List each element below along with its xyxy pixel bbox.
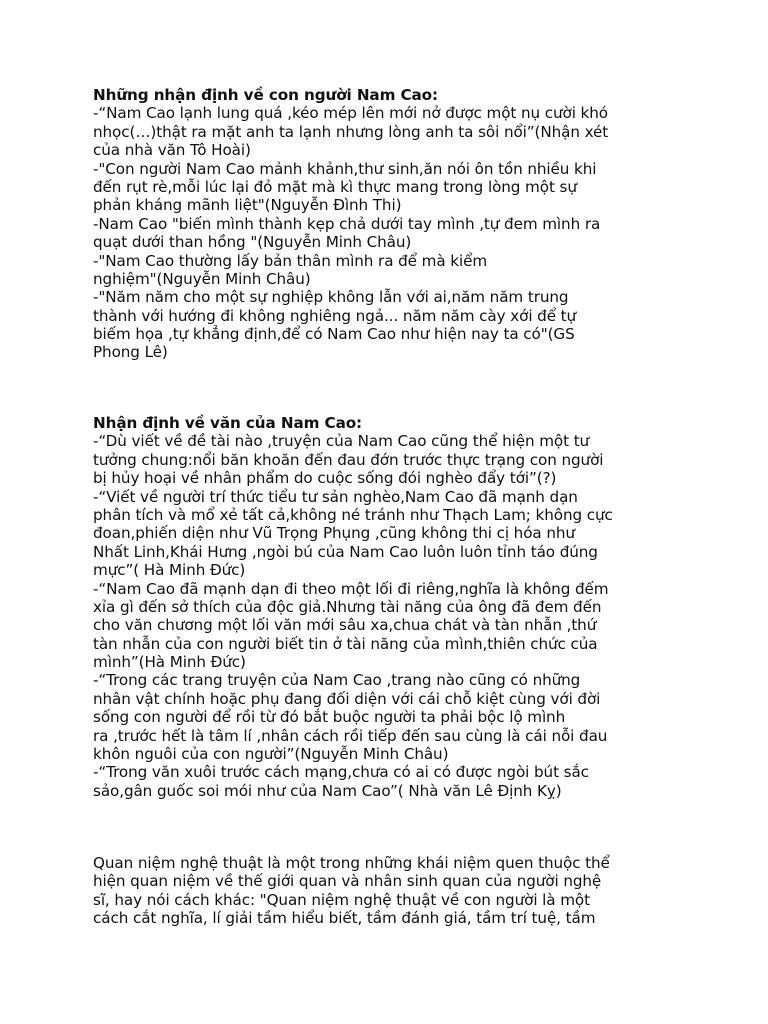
text-line: của nhà văn Tô Hoài) [93, 141, 251, 160]
text-line: nghiệm"(Nguyễn Minh Châu) [93, 269, 311, 288]
text-line: xỉa gì đến sở thích của độc giả.Nhưng tài năng của ông đã đem đến [93, 597, 602, 616]
text-line: ra ,trước hết là tâm lí ,nhân cách rồi tiếp đến sau cùng là cái nỗi đau [93, 726, 608, 745]
text-line: cho văn chương một lối văn mới sâu xa,chua chát và tàn nhẫn ,thứ [93, 616, 597, 635]
text-line: cách cắt nghĩa, lí giải tầm hiểu biết, tầm đánh giá, tầm trí tuệ, tầm [93, 909, 596, 928]
text-line: -“Nam Cao đã mạnh dạn đi theo một lối đi riêng,nghĩa là không đếm [93, 579, 609, 598]
text-line: -Nam Cao "biến mình thành kẹp chả dưới tay mình ,tự đem mình ra [93, 214, 601, 233]
text-line: -"Con người Nam Cao mảnh khảnh,thư sinh,ăn nói ôn tồn nhiều khi [93, 159, 597, 178]
text-line: bị hủy hoại về nhân phẩm do cuộc sống đói nghèo đẩy tới”(?) [93, 469, 557, 488]
text-line: -“Trong các trang truyện của Nam Cao ,trang nào cũng có những [93, 671, 581, 690]
text-line: tàn nhẫn của con người biết tin ở tài năng của mình,thiên chức của [93, 634, 598, 653]
text-line: hiện quan niệm về thế giới quan và nhân sinh quan của người nghệ [93, 872, 602, 891]
text-line: sảo,gân guốc soi mói như của Nam Cao”( Nhà văn Lê Định Kỵ) [93, 781, 562, 800]
text-line: tưởng chung:nổi băn khoăn đến đau đớn trước thực trạng con người [93, 450, 604, 469]
text-line: sĩ, hay nói cách khác: "Quan niệm nghệ thuật về con người là một [93, 890, 590, 909]
text-line: -“Dù viết về đề tài nào ,truyện của Nam Cao cũng thể hiện một tư [93, 432, 590, 451]
text-line: sống con người để rồi từ đó bắt buộc người ta phải bộc lộ mình [93, 708, 566, 727]
section-heading: Nhận định về văn của Nam Cao: [93, 414, 363, 432]
text-line: mình”(Hà Minh Đức) [93, 653, 246, 672]
text-line: phản kháng mãnh liệt"(Nguyễn Đình Thi) [93, 196, 402, 215]
text-line: Quan niệm nghệ thuật là một trong những khái niệm quen thuộc thể [93, 854, 610, 872]
text-line: đến rụt rè,mỗi lúc lại đỏ mặt mà kì thực mang trong lòng một sự [93, 177, 577, 196]
text-line: Nhất Linh,Khái Hưng ,ngòi bú của Nam Cao luôn luôn tỉnh táo đúng [93, 542, 598, 561]
text-line: -“Trong văn xuôi trước cách mạng,chưa có ai có được ngòi bút sắc [93, 763, 589, 782]
text-line: quạt dưới than hồng "(Nguyễn Minh Châu) [93, 233, 412, 252]
text-line: biếm họa ,tự khẳng định,để có Nam Cao như hiện nay ta có"(GS [93, 325, 575, 344]
text-line: -“Nam Cao lạnh lung quá ,kéo mép lên mới nở được một nụ cười khó [93, 104, 608, 123]
text-line: nhân vật chính hoặc phụ đang đối diện với cái chỗ kiệt cùng với đời [93, 689, 601, 708]
text-line: thành với hướng đi không nghiêng ngả... năm năm cày xới để tự [93, 306, 577, 325]
text-line: đoan,phiến diện như Vũ Trọng Phụng ,cũng không thi cị hóa như [93, 524, 575, 543]
text-line: khôn nguôi của con người”(Nguyễn Minh Châu) [93, 745, 449, 764]
section-heading: Những nhận định về con người Nam Cao: [93, 86, 438, 104]
section-artistic-concept [93, 854, 683, 928]
text-line: phân tích và mổ xẻ tất cả,không né tránh như Thạch Lam; không cực [93, 505, 613, 524]
section-person-assessments [93, 86, 683, 362]
text-line: -"Năm năm cho một sự nghiệp không lẫn với ai,năm năm trung [93, 288, 569, 307]
text-line: -"Nam Cao thường lấy bản thân mình ra để mà kiểm [93, 251, 488, 270]
text-line: mực”( Hà Minh Đức) [93, 561, 246, 580]
text-line: Phong Lê) [93, 343, 168, 362]
text-line: -“Viết về người trí thức tiểu tư sản nghèo,Nam Cao đã mạnh dạn [93, 487, 578, 506]
section-literature-assessments [93, 414, 683, 800]
text-line: nhọc(…)thật ra mặt anh ta lạnh nhưng lòng anh ta sôi nổi”(Nhận xét [93, 122, 609, 141]
